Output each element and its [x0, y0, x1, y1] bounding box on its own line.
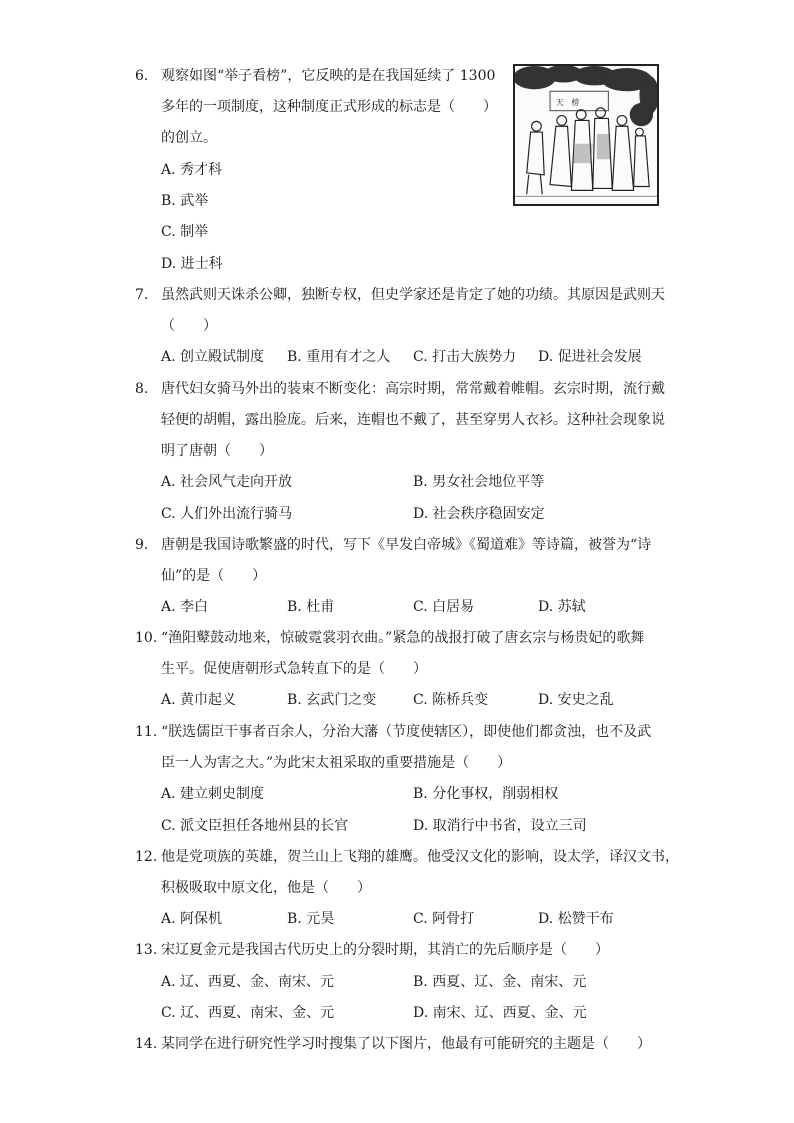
- option-b: B. 分化事权，削弱相权: [413, 786, 559, 802]
- option-a: A. 李白: [161, 599, 209, 615]
- option-d: D. 苏轼: [538, 599, 586, 615]
- option-c: C. 制举: [161, 224, 209, 240]
- question-number: 6.: [135, 68, 149, 84]
- option-d: D. 社会秩序稳固安定: [413, 506, 545, 522]
- question-text: “渔阳鼙鼓动地来，惊破霓裳羽衣曲。”紧急的战报打破了唐玄宗与杨贵妃的歌舞: [161, 630, 645, 646]
- question-text: （ ）: [161, 318, 217, 334]
- option-b: B. 男女社会地位平等: [413, 474, 545, 490]
- option-b: B. 元昊: [287, 911, 335, 927]
- option-a: A. 黄巾起义: [161, 692, 237, 708]
- question-text: 虽然武则天诛杀公卿，独断专权，但史学家还是肯定了她的功绩。其原因是武则天: [161, 287, 665, 303]
- question-number: 7.: [135, 287, 149, 303]
- question-number: 8.: [135, 381, 149, 397]
- question-text: 明了唐朝（ ）: [161, 443, 273, 459]
- option-a: A. 社会风气走向开放: [161, 474, 293, 490]
- option-b: B. 玄武门之变: [287, 692, 377, 708]
- option-d: D. 松赞干布: [538, 911, 614, 927]
- option-c: C. 阿骨打: [413, 911, 475, 927]
- question-text: 宋辽夏金元是我国古代历史上的分裂时期，其消亡的先后顺序是（ ）: [161, 942, 609, 958]
- option-c: C. 人们外出流行骑马: [161, 506, 293, 522]
- option-c: C. 派文臣担任各地州县的长官: [161, 818, 349, 834]
- question-text: 他是党项族的英雄，贺兰山上飞翔的雄鹰。他受汉文化的影响，设太学，译汉文书，: [161, 849, 679, 865]
- option-c: C. 白居易: [413, 599, 475, 615]
- question-text: 观察如图“举子看榜”，它反映的是在我国延续了 1300: [161, 68, 496, 84]
- option-a: A. 阿保机: [161, 911, 223, 927]
- option-c: C. 打击大族势力: [413, 349, 517, 365]
- question-text: 臣一人为害之大。”为此宋太祖采取的重要措施是（ ）: [161, 755, 512, 771]
- option-d: D. 取消行中书省，设立三司: [413, 818, 587, 834]
- option-b: B. 重用有才之人: [287, 349, 391, 365]
- question-number: 14.: [135, 1036, 158, 1052]
- question-text: 生平。促使唐朝形式急转直下的是（ ）: [161, 661, 427, 677]
- option-a: A. 创立殿试制度: [161, 349, 265, 365]
- question-text: 唐代妇女骑马外出的装束不断变化：高宗时期，常常戴着帷帽。玄宗时期，流行戴: [161, 381, 665, 397]
- question-number: 9.: [135, 537, 149, 553]
- question-number: 12.: [135, 849, 158, 865]
- option-b: B. 西夏、辽、金、南宋、元: [413, 974, 587, 990]
- option-d: D. 促进社会发展: [538, 349, 642, 365]
- option-d: D. 安史之乱: [538, 692, 614, 708]
- question-text: 仙”的是（ ）: [161, 568, 267, 584]
- option-a: A. 秀才科: [161, 162, 223, 178]
- option-c: C. 陈桥兵变: [413, 692, 489, 708]
- exam-results-illustration: [513, 64, 659, 206]
- question-text: 积极吸取中原文化，他是（ ）: [161, 880, 371, 896]
- question-text: “朕选儒臣干事者百余人，分治大藩（节度使辖区），即使他们都贪浊，也不及武: [161, 724, 652, 740]
- option-a: A. 建立刺史制度: [161, 786, 265, 802]
- option-d: D. 进士科: [161, 256, 223, 272]
- question-number: 13.: [135, 942, 158, 958]
- option-d: D. 南宋、辽、西夏、金、元: [413, 1005, 587, 1021]
- question-text: 唐朝是我国诗歌繁盛的时代，写下《早发白帝城》《蜀道难》等诗篇，被誉为“诗: [161, 537, 652, 553]
- question-text: 轻便的胡帽，露出脸庞。后来，连帽也不戴了，甚至穿男人衣衫。这种社会现象说: [161, 412, 665, 428]
- svg-text:天 榜: 天 榜: [555, 97, 580, 107]
- scholars-reading-notice-image: [515, 66, 657, 204]
- question-text: 多年的一项制度，这种制度正式形成的标志是（ ）: [161, 99, 497, 115]
- option-b: B. 杜甫: [287, 599, 335, 615]
- option-c: C. 辽、西夏、南宋、金、元: [161, 1005, 335, 1021]
- question-number: 11.: [135, 724, 158, 740]
- option-b: B. 武举: [161, 193, 209, 209]
- option-a: A. 辽、西夏、金、南宋、元: [161, 974, 335, 990]
- question-number: 10.: [135, 630, 158, 646]
- question-text: 某同学在进行研究性学习时搜集了以下图片，他最有可能研究的主题是（ ）: [161, 1036, 651, 1052]
- question-text: 的创立。: [161, 130, 217, 146]
